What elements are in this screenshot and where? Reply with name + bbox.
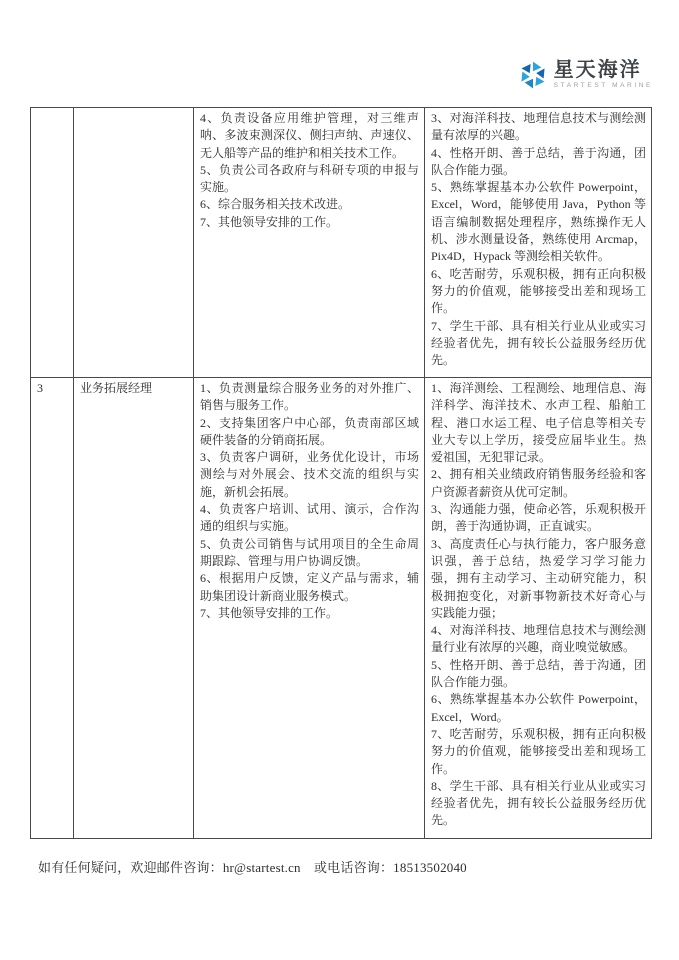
logo-text [554, 60, 653, 90]
job-duties-cell [194, 108, 425, 378]
list-item: 4、负责客户培训、试用、演示，合作沟通的组织与实施。 [200, 502, 419, 534]
contact-footer [38, 857, 467, 876]
list-item: 7、其他领导安排的工作。 [200, 605, 339, 620]
contact-phone: 18513502040 [393, 860, 467, 875]
job-requirements-cell [425, 378, 652, 839]
list-item: 2、支持集团客户中心部，负责南部区域硬件装备的分销商拓展。 [200, 415, 419, 447]
list-item: 3、对海洋科技、地理信息技术与测绘测量有浓厚的兴趣。 [431, 111, 646, 143]
contact-prefix: 如有任何疑问，欢迎邮件咨询： [38, 860, 223, 875]
table-row-continuation [31, 108, 652, 378]
list-item: 3、负责客户调研，业务优化设计，市场测绘与对外展会、技术交流的组织与实施，新机会拓展。 [200, 450, 419, 499]
list-item: 1、海洋测绘、工程测绘、地理信息、海洋科学、海洋技术、水声工程、船舶工程、港口水运工程、电子信息等相关专业大专以上学历，接受应届毕业生。热爱祖国，无犯罪记录。 [431, 381, 646, 465]
company-logo [518, 60, 653, 90]
table-row-business-development-manager [31, 378, 652, 839]
pinwheel-star-icon [518, 60, 548, 90]
contact-email: hr@startest.cn [222, 860, 301, 875]
list-item: 6、熟练掌握基本办公软件 Powerpoint，Excel，Word。 [431, 692, 646, 724]
list-item: 7、学生干部、具有相关行业从业或实习经验者优先，拥有较长公益服务经历优先。 [431, 318, 646, 368]
list-item: 6、综合服务相关技术改进。 [200, 197, 351, 212]
list-item: 5、负责公司销售与试用项目的全生命周期跟踪、管理与用户协调反馈。 [200, 536, 419, 568]
list-item: 5、熟练掌握基本办公软件 Powerpoint，Excel，Word，能够使用 Java，Python 等语言编制数据处理程序，熟练操作无人机、涉水测量设备，熟练使用 Arcmap，Pix4D，Hypack 等测绘相关软件。 [431, 180, 646, 264]
logo-subtitle: STARTEST MARINE [553, 82, 653, 90]
list-item: 6、根据用户反馈，定义产品与需求，辅助集团设计新商业服务模式。 [200, 571, 419, 603]
list-item: 5、负责公司各政府与科研专项的申报与实施。 [200, 162, 419, 195]
list-item: 7、其他领导安排的工作。 [200, 214, 339, 229]
list-item: 6、吃苦耐劳，乐观积极，拥有正向积极努力的价值观，能够接受出差和现场工作。 [431, 266, 646, 316]
list-item: 7、吃苦耐劳，乐观积极，拥有正向积极努力的价值观，能够接受出差和现场工作。 [431, 726, 646, 776]
row-index-cell [31, 108, 74, 378]
list-item: 8、学生干部、具有相关行业从业或实习经验者优先，拥有较长公益服务经历优先。 [431, 778, 646, 828]
list-item: 4、性格开朗、善于总结，善于沟通，团队合作能力强。 [431, 145, 646, 177]
logo-title: 星天海洋 [553, 59, 642, 82]
job-duties-cell [194, 378, 425, 839]
list-item: 3、沟通能力强，使命必答，乐观积极开朗，善于沟通协调，正直诚实。 [431, 502, 646, 534]
list-item: 4、对海洋科技、地理信息技术与测绘测量行业有浓厚的兴趣，商业嗅觉敏感。 [431, 623, 646, 655]
row-index-cell: 3 [31, 378, 74, 839]
job-requirements-cell [425, 108, 652, 378]
job-table [30, 107, 652, 839]
contact-middle: 或电话咨询： [300, 860, 394, 875]
list-item: 4、负责设备应用维护管理，对三维声呐、多波束测深仪、侧扫声纳、声速仪、无人船等产品的维护和相关技术工作。 [200, 111, 419, 160]
list-item: 1、负责测量综合服务业务的对外推广、销售与服务工作。 [200, 381, 419, 413]
list-item: 2、拥有相关业绩政府销售服务经验和客户资源者薪资从优可定制。 [431, 467, 646, 499]
job-title-cell: 业务拓展经理 [74, 378, 194, 839]
job-title-cell [74, 108, 194, 378]
list-item: 5、性格开朗、善于总结，善于沟通，团队合作能力强。 [431, 657, 646, 690]
list-item: 3、高度责任心与执行能力，客户服务意识强，善于总结，热爱学习学习能力强，拥有主动学习、主动研究能力，积极拥抱变化，对新事物新技术好奇心与实践能力强； [431, 536, 646, 620]
